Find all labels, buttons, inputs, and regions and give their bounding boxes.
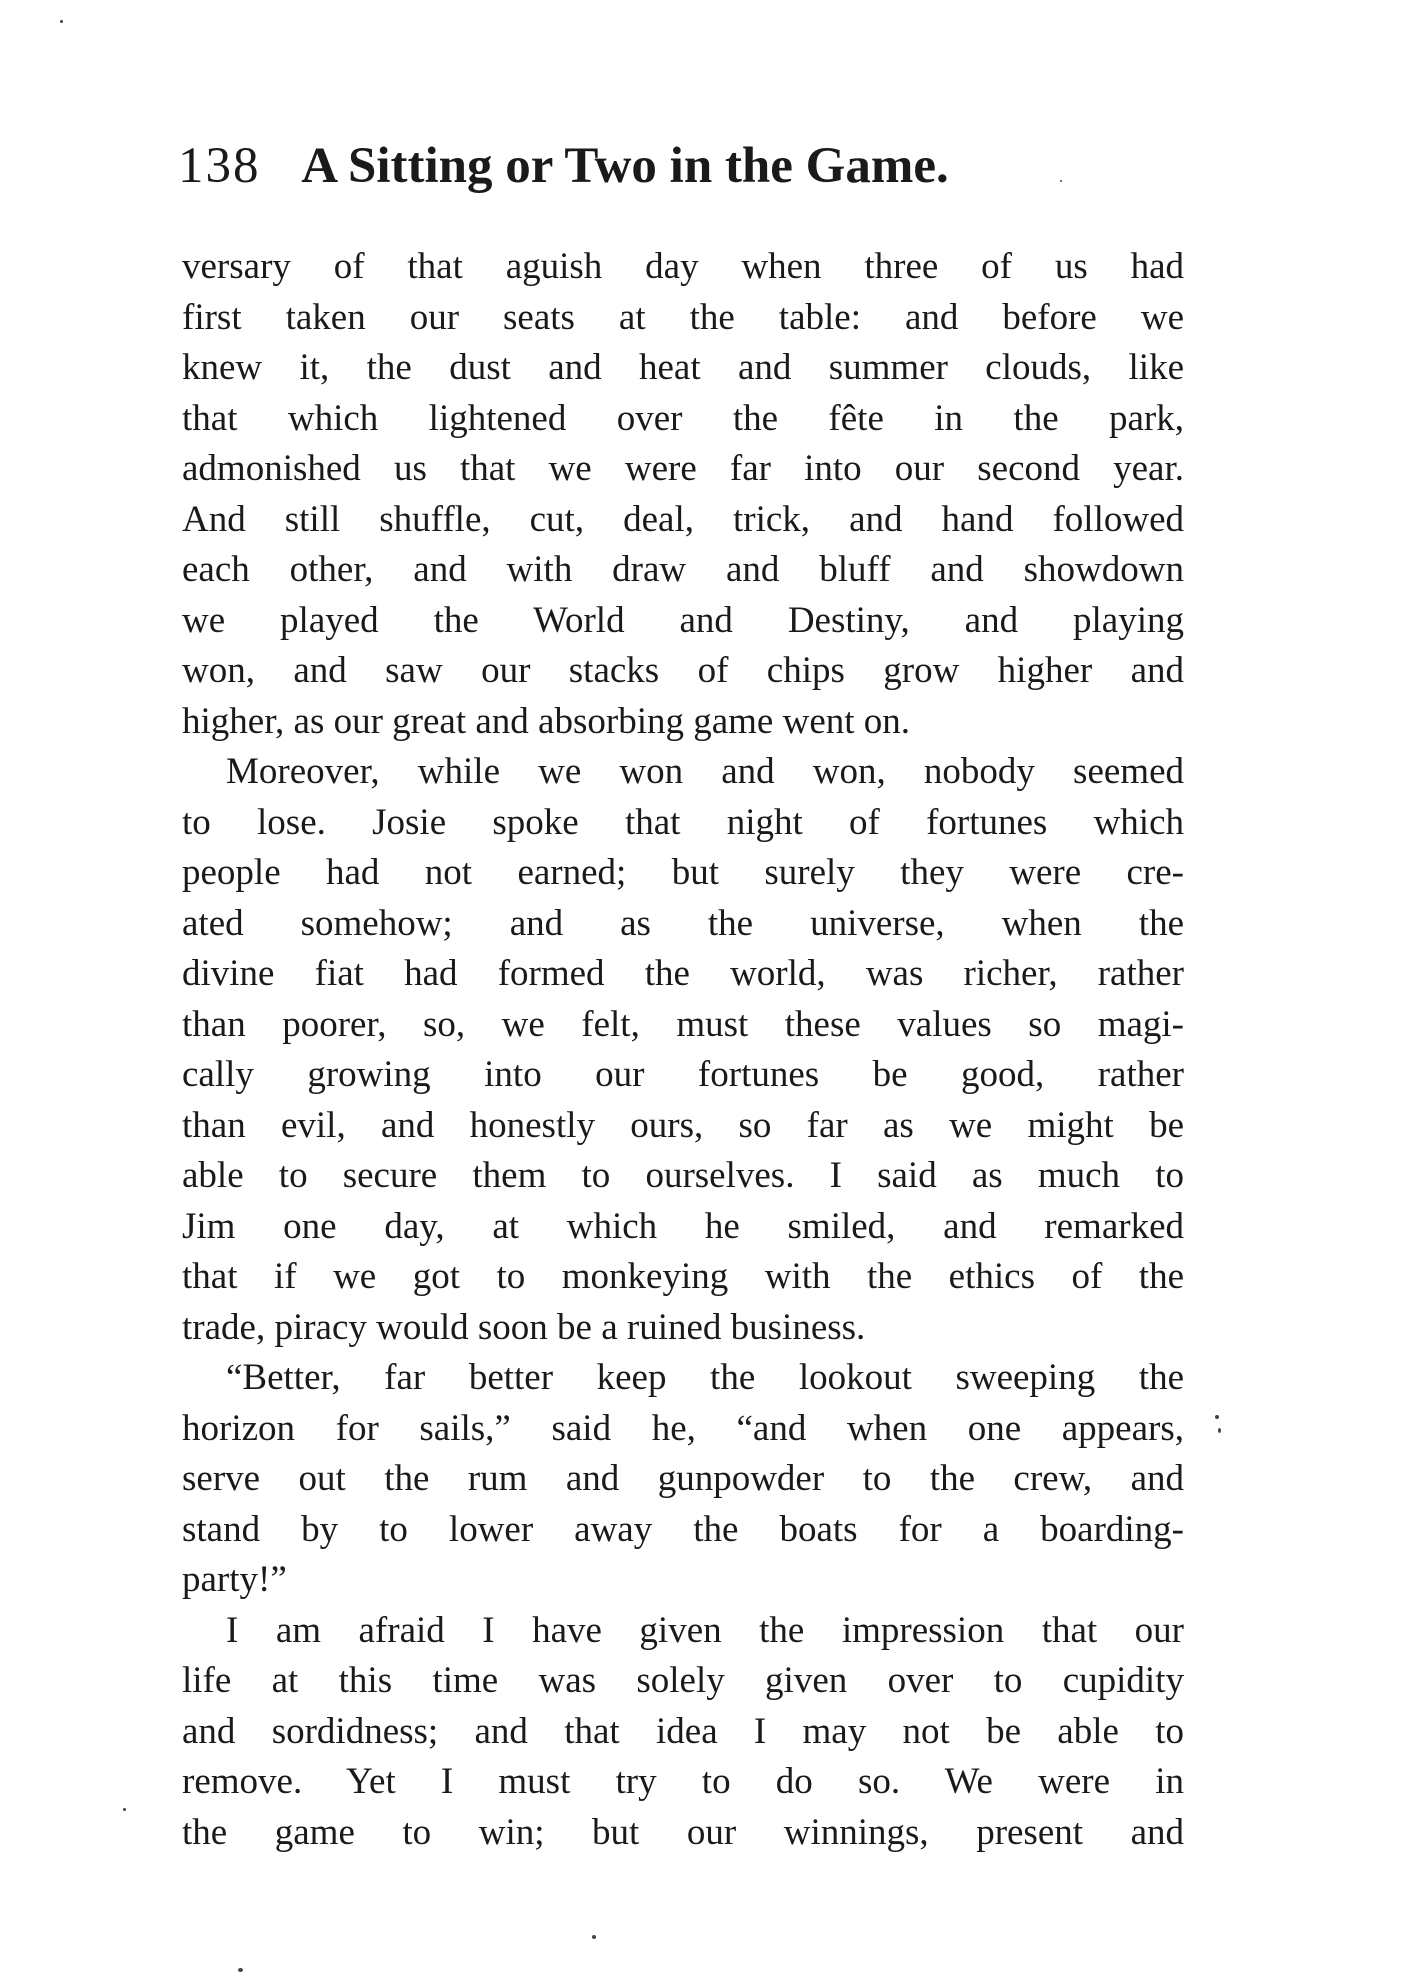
text-line: able to secure them to ourselves. I said as much to bbox=[182, 1155, 1184, 1196]
text-line: remove. Yet I must try to do so. We were in bbox=[182, 1761, 1184, 1802]
text-line: life at this time was solely given over to cupidity bbox=[182, 1660, 1184, 1701]
scan-speck bbox=[592, 1935, 596, 1939]
text-line: first taken our seats at the table: and before we bbox=[182, 296, 1184, 338]
text-line: that if we got to monkeying with the ethics of the bbox=[182, 1256, 1184, 1297]
text-line: that which lightened over the fête in the park, bbox=[182, 397, 1184, 439]
scan-speck bbox=[1218, 1428, 1221, 1433]
text-line: party!” bbox=[182, 1559, 287, 1600]
body-text bbox=[182, 242, 1184, 1858]
text-line: won, and saw our stacks of chips grow higher and bbox=[182, 650, 1184, 691]
text-line: versary of that aguish day when three of us had bbox=[182, 246, 1184, 287]
text-line: horizon for sails,” said he, “and when one appears, bbox=[182, 1407, 1184, 1449]
text-line: Jim one day, at which he smiled, and remarked bbox=[182, 1205, 1184, 1247]
running-title: A Sitting or Two in the Game. bbox=[301, 138, 949, 194]
page-number: 138 bbox=[178, 138, 261, 194]
text-line: to lose. Josie spoke that night of fortunes which bbox=[182, 801, 1184, 843]
text-line: “Better, far better keep the lookout sweeping the bbox=[226, 1357, 1184, 1398]
page-header bbox=[178, 136, 1188, 196]
scan-speck bbox=[1060, 180, 1062, 182]
text-line: serve out the rum and gunpowder to the crew, and bbox=[182, 1458, 1184, 1499]
text-line: higher, as our great and absorbing game went on. bbox=[182, 700, 911, 742]
text-line: stand by to lower away the boats for a boarding- bbox=[182, 1508, 1184, 1550]
text-line: than evil, and honestly ours, so far as we might be bbox=[182, 1104, 1184, 1146]
text-line: ated somehow; and as the universe, when the bbox=[182, 902, 1184, 944]
scan-speck bbox=[1215, 1415, 1219, 1419]
text-line: divine fiat had formed the world, was richer, rather bbox=[182, 953, 1184, 994]
scan-speck bbox=[238, 1968, 243, 1972]
text-line: we played the World and Destiny, and playing bbox=[182, 599, 1184, 641]
text-line: I am afraid I have given the impression that our bbox=[226, 1609, 1184, 1651]
text-line: And still shuffle, cut, deal, trick, and hand followed bbox=[182, 498, 1184, 540]
text-line: the game to win; but our winnings, present and bbox=[182, 1811, 1184, 1853]
text-line: than poorer, so, we felt, must these values so magi- bbox=[182, 1003, 1184, 1045]
text-line: knew it, the dust and heat and summer clouds, like bbox=[182, 347, 1184, 388]
text-line: trade, piracy would soon be a ruined business. bbox=[182, 1306, 866, 1348]
text-line: Moreover, while we won and won, nobody seemed bbox=[226, 751, 1184, 792]
text-line: each other, and with draw and bluff and showdown bbox=[182, 549, 1184, 590]
scan-speck bbox=[123, 1808, 126, 1811]
scan-speck bbox=[60, 20, 63, 23]
text-line: and sordidness; and that idea I may not be able to bbox=[182, 1710, 1184, 1752]
text-line: cally growing into our fortunes be good, rather bbox=[182, 1054, 1184, 1095]
text-line: admonished us that we were far into our second year. bbox=[182, 448, 1184, 489]
text-line: people had not earned; but surely they were cre- bbox=[182, 852, 1184, 893]
